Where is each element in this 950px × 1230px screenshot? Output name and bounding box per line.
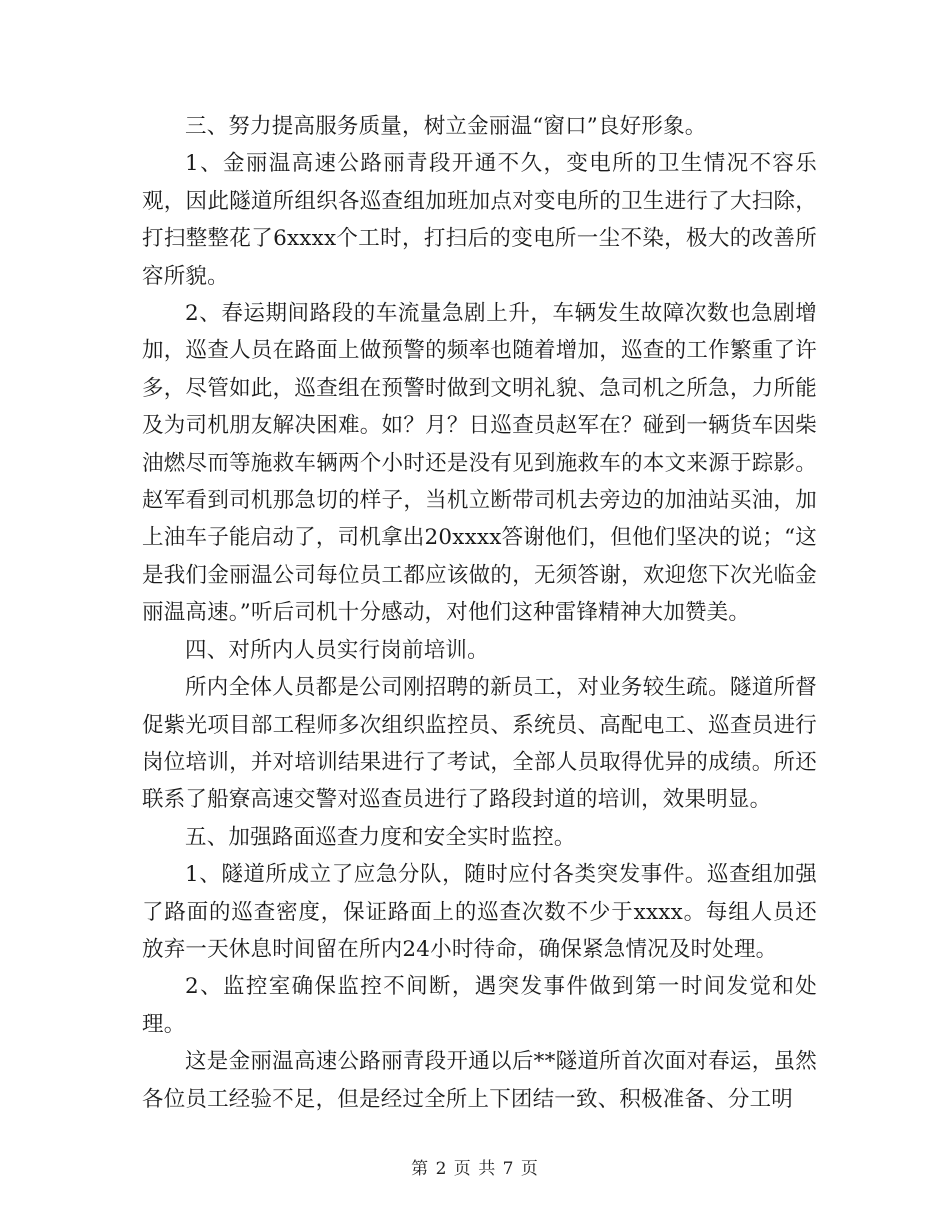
paragraph: 2、春运期间路段的车流量急剧上升，车辆发生故障次数也急剧增加，巡查人员在路面上做预警的频率也随着增加，巡查的工作繁重了许多，尽管如此，巡查组在预警时做到文明礼貌、急司机之所急，力所能及为司机朋友解决困难。如？月？日巡查员赵军在？碰到一辆货车因柴油燃尽而等施救车辆两个小时还是没有见到施救车的本文来源于踪影。赵军看到司机那急切的样子，当机立断带司机去旁边的加油站买油，加上油车子能启动了，司机拿出20xxxx答谢他们，但他们坚决的说；“这是我们金丽温公司每位员工都应该做的，无须答谢，欢迎您下次光临金丽温高速。”听后司机十分感动，对他们这种雷锋精神大加赞美。 — [142, 301, 817, 626]
paragraph: 1、隧道所成立了应急分队，随时应付各类突发事件。巡查组加强了路面的巡查密度，保证路面上的巡查次数不少于xxxx。每组人员还放弃一天休息时间留在所内24小时待命，确保紧急情况及时处理。 — [142, 862, 817, 962]
section-heading-5: 五、加强路面巡查力度和安全实时监控。 — [185, 824, 576, 850]
section-heading-3: 三、努力提高服务质量，树立金丽温“窗口”良好形象。 — [185, 114, 707, 139]
page-number-footer: 第 2 页 共 7 页 — [411, 1159, 539, 1179]
paragraph: 所内全体人员都是公司刚招聘的新员工，对业务较生疏。隧道所督促紫光项目部工程师多次组织监控员、系统员、高配电工、巡查员进行岗位培训，并对培训结果进行了考试，全部人员取得优异的成绩。所还联系了船寮高速交警对巡查员进行了路段封道的培训，效果明显。 — [142, 675, 817, 813]
paragraph: 这是金丽温高速公路丽青段开通以后**隧道所首次面对春运，虽然各位员工经验不足，但是经过全所上下团结一致、积极准备、分工明 — [142, 1049, 817, 1112]
section-heading-4: 四、对所内人员实行岗前培训。 — [185, 637, 489, 663]
paragraph: 1、金丽温高速公路丽青段开通不久，变电所的卫生情况不容乐观，因此隧道所组织各巡查组加班加点对变电所的卫生进行了大扫除，打扫整整花了6xxxx个工时，打扫后的变电所一尘不染，极大的改善所容所貌。 — [142, 151, 817, 289]
paragraph: 2、监控室确保监控不间断，遇突发事件做到第一时间发觉和处理。 — [142, 974, 817, 1037]
document-body — [142, 108, 817, 1118]
